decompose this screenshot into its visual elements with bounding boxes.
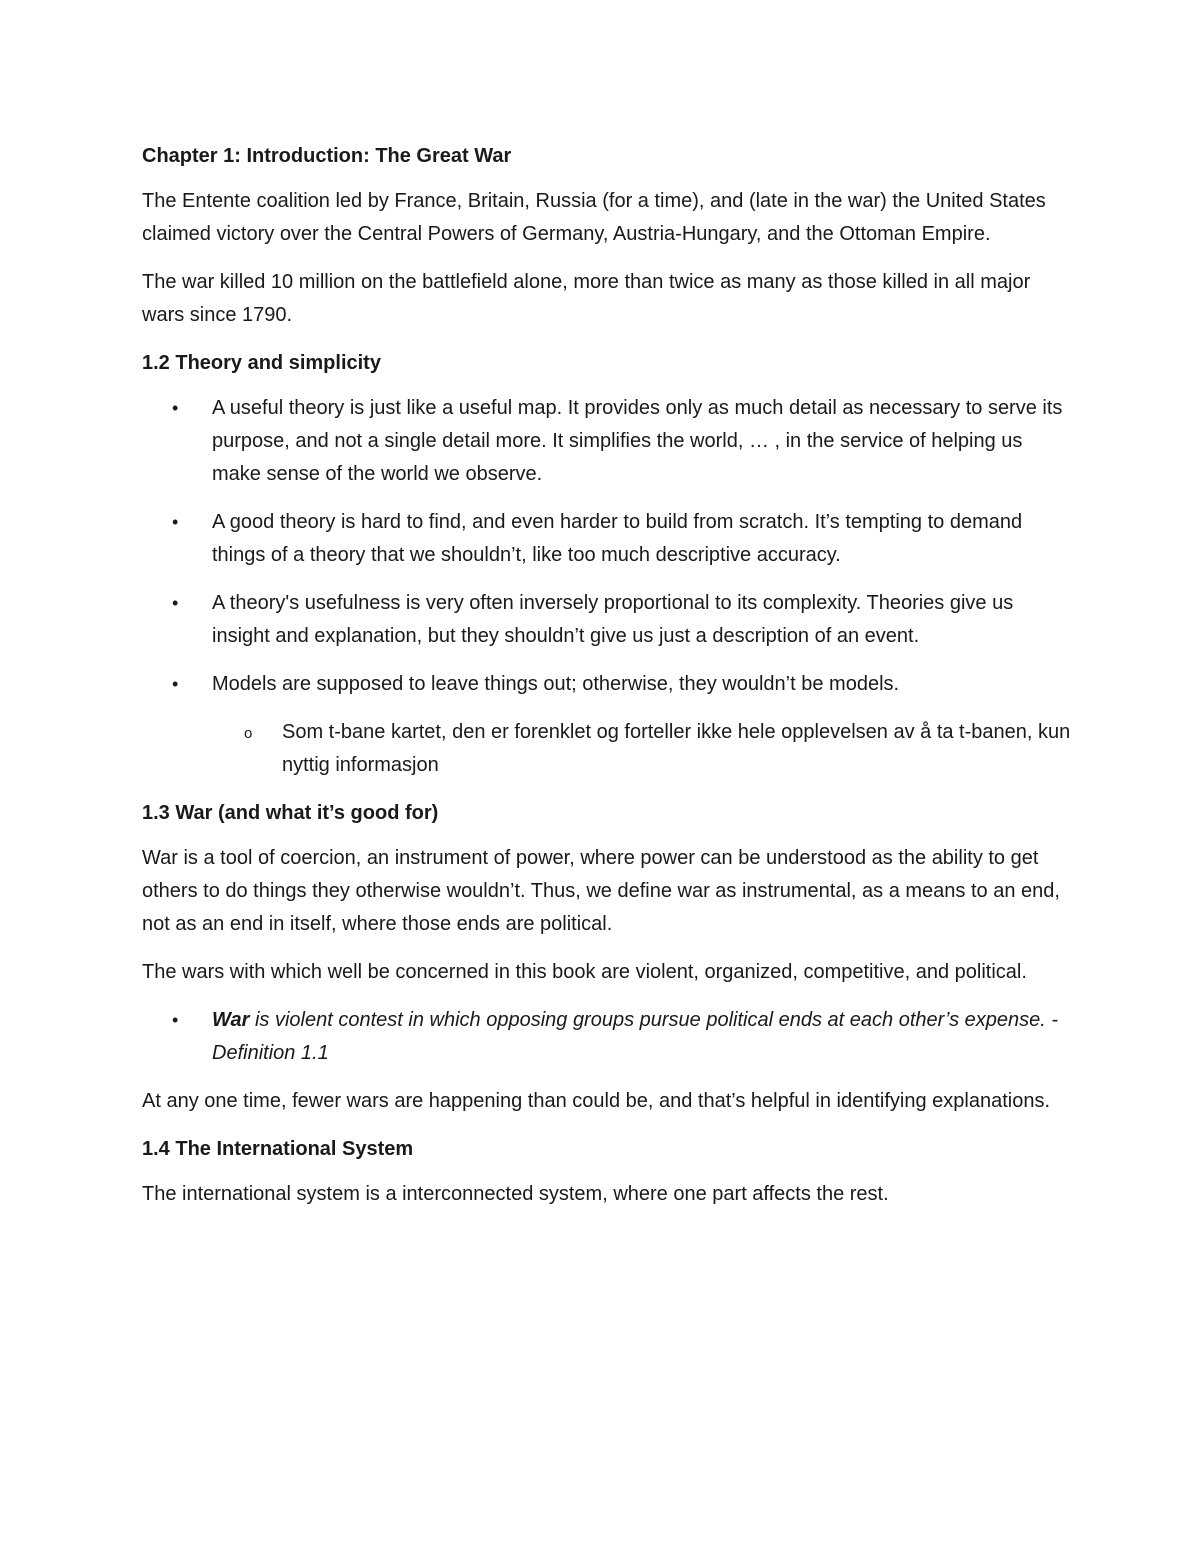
definition-term: War bbox=[212, 1009, 250, 1031]
war-paragraph-3: At any one time, fewer wars are happening than could be, and that’s helpful in identifying explanations. bbox=[142, 1090, 1050, 1112]
bullet-icon: • bbox=[172, 593, 179, 613]
definition-body: is violent contest in which opposing groups pursue political ends at each other’s expense. - Definition 1.1 bbox=[212, 1009, 1059, 1064]
war-paragraph-2: The wars with which well be concerned in this book are violent, organized, competitive, and political. bbox=[142, 961, 1027, 983]
bullet-icon: • bbox=[172, 398, 179, 418]
chapter-heading: Chapter 1: Introduction: The Great War bbox=[142, 145, 512, 167]
section-1-4-heading: 1.4 The International System bbox=[142, 1138, 414, 1160]
intro-paragraph-1: The Entente coalition led by France, Britain, Russia (for a time), and (late in the war) the United States claimed victory over the Central Powers of Germany, Austria-Hungary, and the Ottoman Empire. bbox=[142, 190, 1046, 245]
bullet-icon: • bbox=[172, 674, 179, 694]
sub-bullet-list bbox=[212, 716, 1072, 782]
system-paragraph-1: The international system is a interconnected system, where one part affects the rest. bbox=[142, 1183, 889, 1205]
definition-text bbox=[212, 1009, 1058, 1064]
list-item-text: A theory's usefulness is very often inversely proportional to its complexity. Theories give us insight and explanation, but they shouldn’t give us just a description of an event. bbox=[212, 592, 1014, 647]
sub-bullet-icon: o bbox=[244, 725, 253, 742]
sub-list-item-text: Som t-bane kartet, den er forenklet og forteller ikke hele opplevelsen av å ta t-banen, kun nyttig informasjon bbox=[282, 721, 1071, 776]
list-item bbox=[142, 392, 1072, 491]
sub-list-item bbox=[212, 716, 1072, 782]
definition-bullet-list bbox=[142, 1004, 1072, 1070]
list-item bbox=[142, 668, 1072, 782]
bullet-icon: • bbox=[172, 512, 179, 532]
war-paragraph-1: War is a tool of coercion, an instrument of power, where power can be understood as the ability to get others to do things they otherwise wouldn’t. Thus, we define war as instrumental, as a means to an end, not as an end in itself, where those ends are political. bbox=[142, 847, 1060, 935]
list-item bbox=[142, 506, 1072, 572]
list-item bbox=[142, 1004, 1072, 1070]
list-item bbox=[142, 587, 1072, 653]
section-1-3-heading: 1.3 War (and what it’s good for) bbox=[142, 802, 439, 824]
theory-bullet-list bbox=[142, 392, 1072, 782]
section-1-2-heading: 1.2 Theory and simplicity bbox=[142, 352, 381, 374]
bullet-icon: • bbox=[172, 1010, 179, 1030]
intro-paragraph-2: The war killed 10 million on the battlefield alone, more than twice as many as those killed in all major wars since 1790. bbox=[142, 271, 1031, 326]
document-page bbox=[142, 140, 1072, 1226]
list-item-text: A useful theory is just like a useful map. It provides only as much detail as necessary to serve its purpose, and not a single detail more. It simplifies the world, … , in the service of helping us make sense of the world we observe. bbox=[212, 397, 1063, 485]
list-item-text: A good theory is hard to find, and even harder to build from scratch. It’s tempting to demand things of a theory that we shouldn’t, like too much descriptive accuracy. bbox=[212, 511, 1023, 566]
list-item-text: Models are supposed to leave things out; otherwise, they wouldn’t be models. bbox=[212, 673, 900, 695]
